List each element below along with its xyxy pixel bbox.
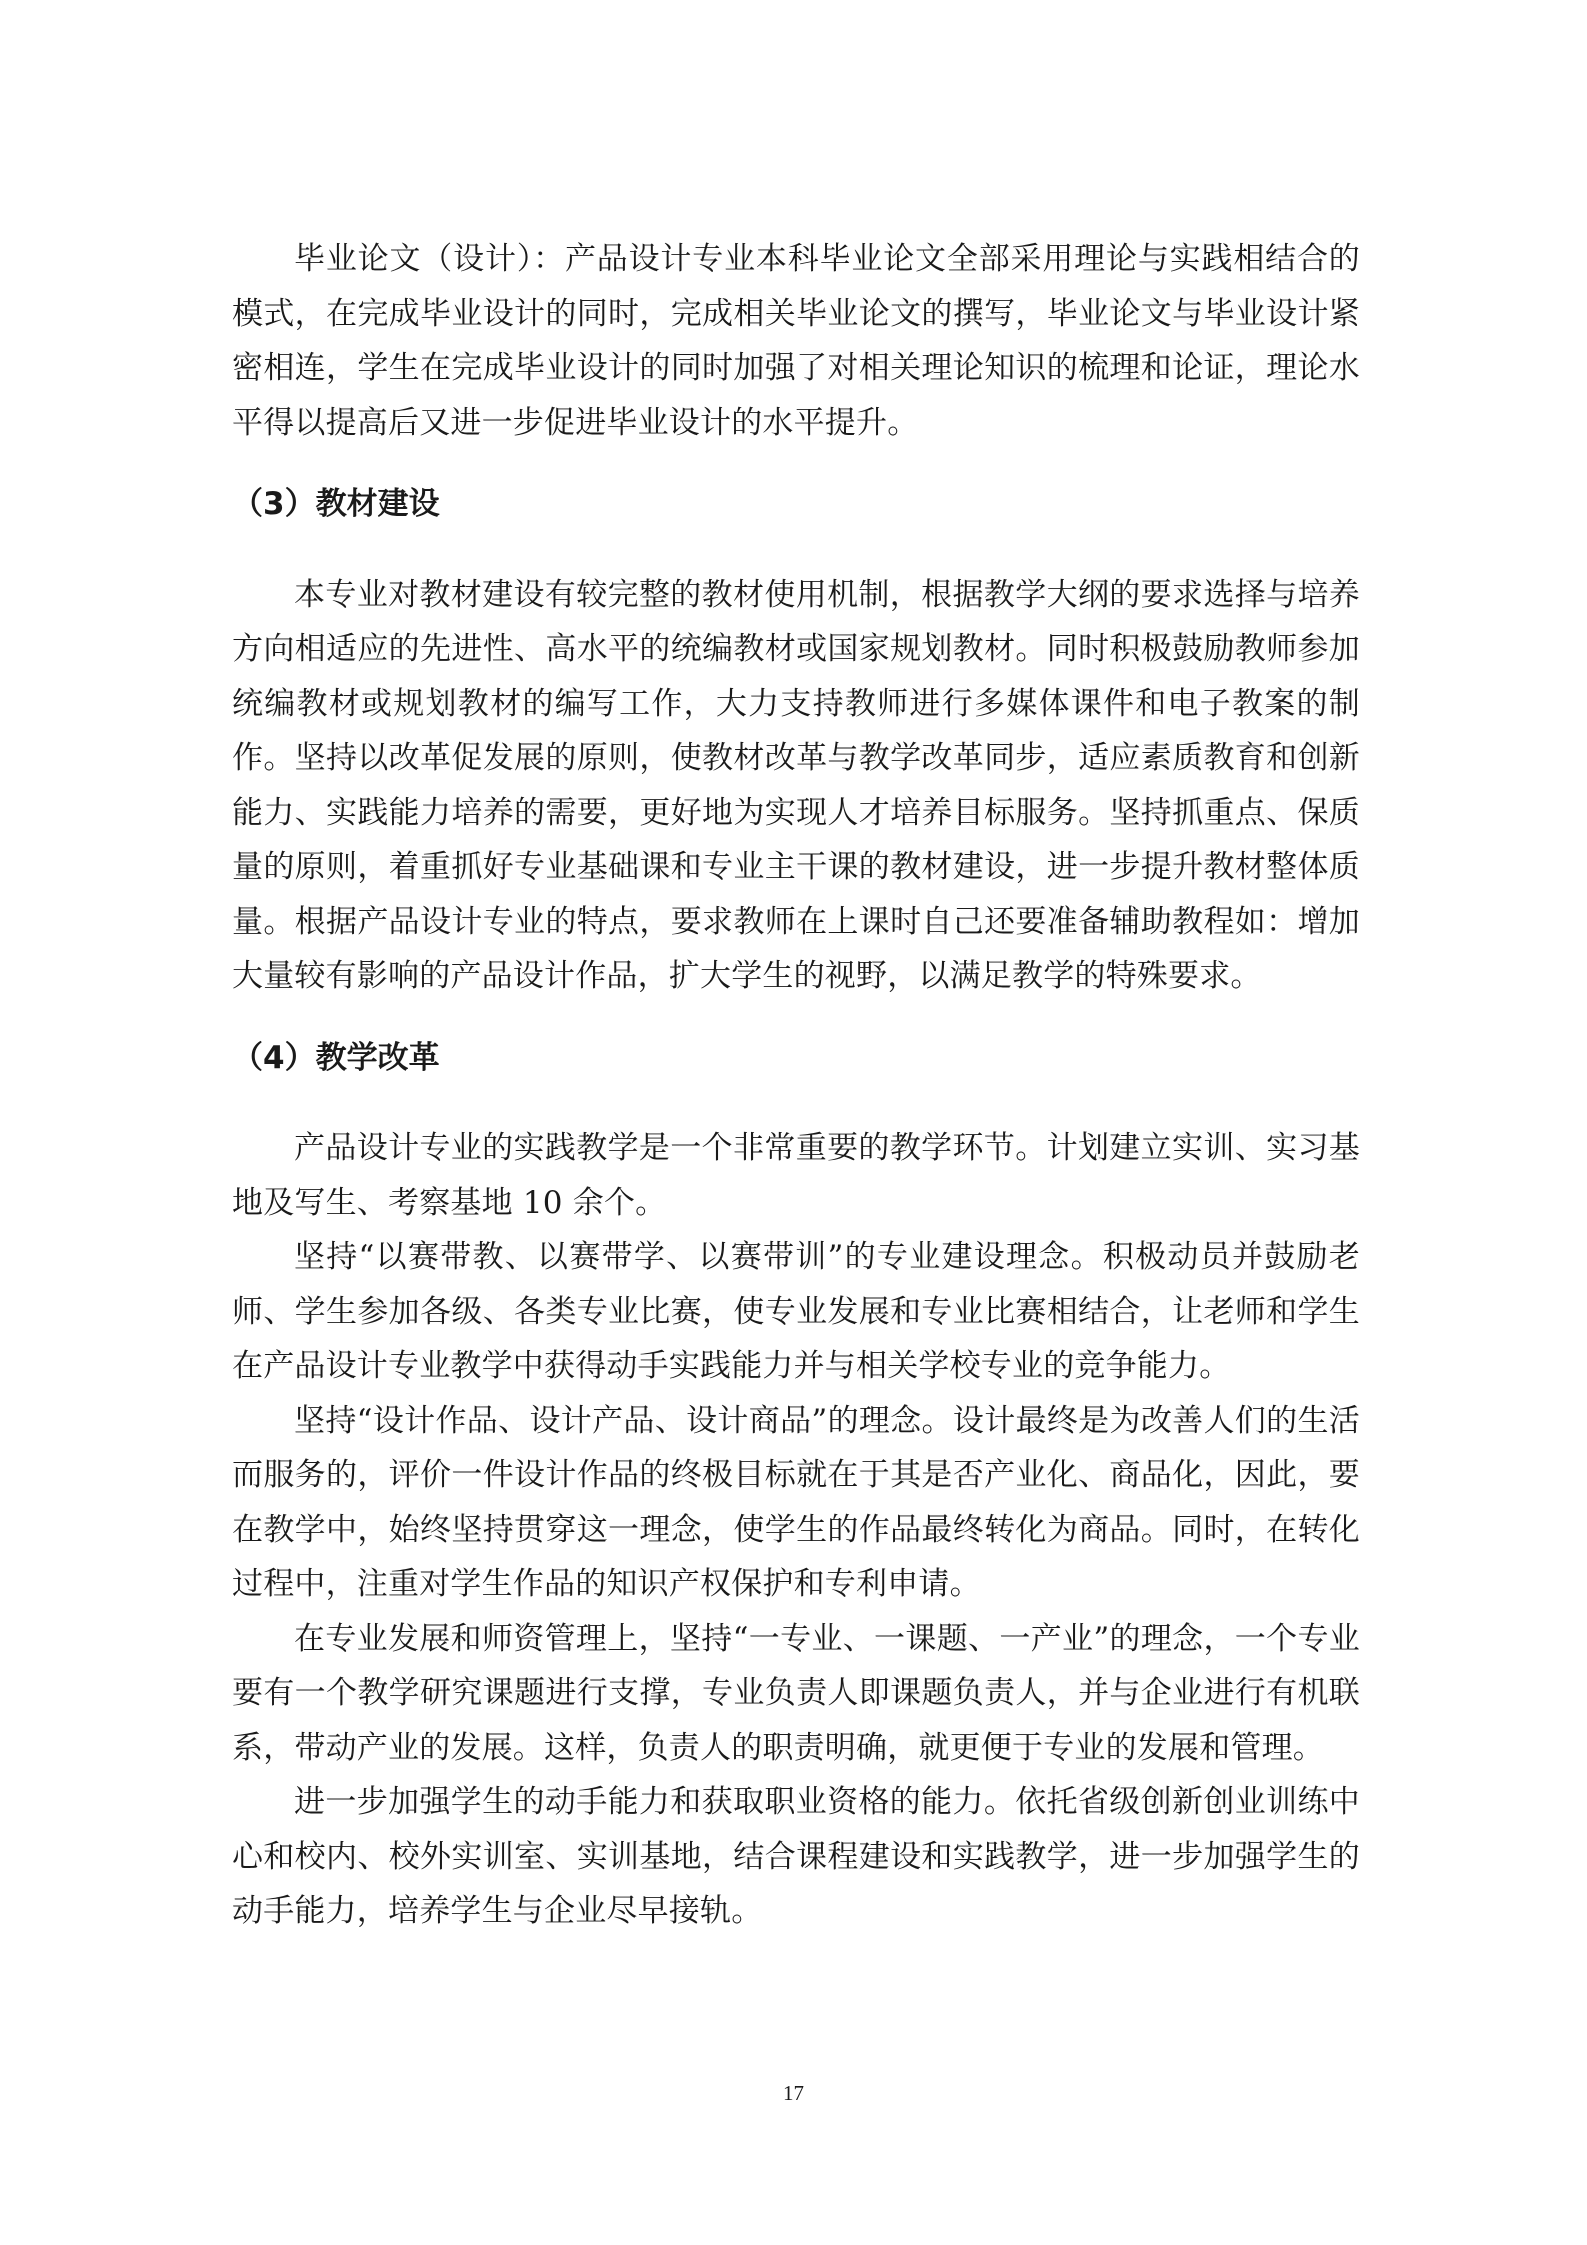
paragraph-competition-concept: 坚持“以赛带教、以赛带学、以赛带训”的专业建设理念。积极动员并鼓励老师、学生参加各级、各类专业比赛，使专业发展和专业比赛相结合，让老师和学生在产品设计专业教学中获得动手实践能力并与相关学校专业的竞争能力。 [232, 1239, 1360, 1384]
paragraph-textbook-construction: 本专业对教材建设有较完整的教材使用机制，根据教学大纲的要求选择与培养方向相适应的先进性、高水平的统编教材或国家规划教材。同时积极鼓励教师参加统编教材或规划教材的编写工作，大力支持教师进行多媒体课件和电子教案的制作。坚持以改革促发展的原则，使教材改革与教学改革同步，适应素质教育和创新能力、实践能力培养的需要，更好地为实现人才培养目标服务。坚持抓重点、保质量的原则，着重抓好专业基础课和专业主干课的教材建设，进一步提升教材整体质量。根据产品设计专业的特点，要求教师在上课时自己还要准备辅助教程如：增加大量较有影响的产品设计作品，扩大学生的视野，以满足教学的特殊要求。 [232, 576, 1360, 994]
section-heading-teaching-reform: （4）教学改革 [232, 1039, 440, 1076]
paragraph-practice-teaching: 产品设计专业的实践教学是一个非常重要的教学环节。计划建立实训、实习基地及写生、考察基地 10 余个。 [232, 1130, 1360, 1221]
page-body [232, 232, 1360, 1939]
paragraph-graduation-thesis: 毕业论文（设计）：产品设计专业本科毕业论文全部采用理论与实践相结合的模式，在完成毕业设计的同时，完成相关毕业论文的撰写，毕业论文与毕业设计紧密相连，学生在完成毕业设计的同时加强了对相关理论知识的梳理和论证，理论水平得以提高后又进一步促进毕业设计的水平提升。 [232, 241, 1360, 441]
paragraph-practical-ability: 进一步加强学生的动手能力和获取职业资格的能力。依托省级创新创业训练中心和校内、校外实训室、实训基地，结合课程建设和实践教学，进一步加强学生的动手能力，培养学生与企业尽早接轨。 [232, 1784, 1360, 1929]
paragraph-faculty-management: 在专业发展和师资管理上，坚持“一专业、一课题、一产业”的理念，一个专业要有一个教学研究课题进行支撑，专业负责人即课题负责人，并与企业进行有机联系，带动产业的发展。这样，负责人的职责明确，就更便于专业的发展和管理。 [232, 1620, 1360, 1766]
paragraph-design-commercialization: 坚持“设计作品、设计产品、设计商品”的理念。设计最终是为改善人们的生活而服务的，评价一件设计作品的终极目标就在于其是否产业化、商品化，因此，要在教学中，始终坚持贯穿这一理念，使学生的作品最终转化为商品。同时，在转化过程中，注重对学生作品的知识产权保护和专利申请。 [232, 1402, 1360, 1602]
page-number: 17 [783, 2081, 804, 2105]
section-heading-textbook-construction: （3）教材建设 [232, 486, 440, 522]
